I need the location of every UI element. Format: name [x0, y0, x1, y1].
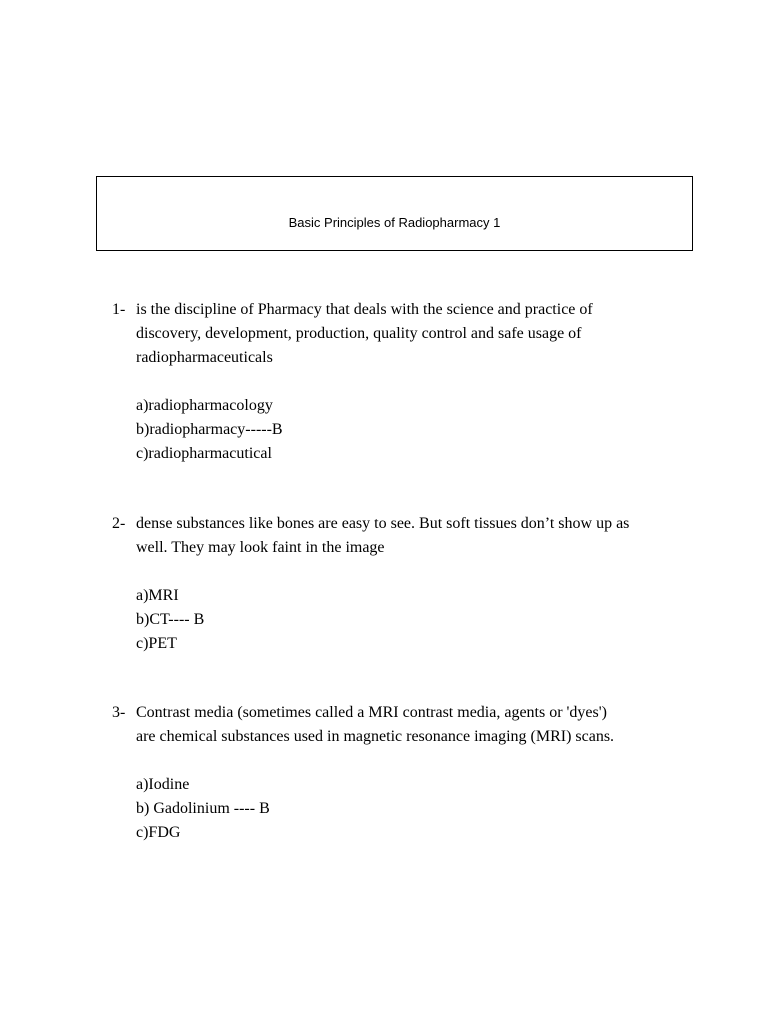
question-text: is the discipline of Pharmacy that deals with the science and practice of discovery, development, production, quality control and safe usage of radiopharmaceuticals: [136, 301, 593, 366]
answer-options: [136, 584, 712, 656]
answer-options: [136, 773, 712, 845]
answer-option-b: b)CT---- B: [136, 611, 205, 628]
answer-option-b: b) Gadolinium ---- B: [136, 800, 270, 817]
answer-option-b: b)radiopharmacy-----B: [136, 421, 283, 438]
answer-option-c: c)radiopharmacutical: [136, 445, 272, 462]
question-1: [112, 298, 712, 466]
question-number: 3-: [112, 704, 126, 721]
question-text: dense substances like bones are easy to see. But soft tissues don’t show up as well. They may look faint in the image: [136, 515, 630, 556]
page-title: Basic Principles of Radiopharmacy 1: [288, 215, 501, 230]
answer-option-a: a)MRI: [136, 587, 179, 604]
question-number: 2-: [112, 515, 126, 532]
answer-option-c: c)FDG: [136, 824, 181, 841]
question-text: Contrast media (sometimes called a MRI contrast media, agents or 'dyes') are chemical substances used in magnetic resonance imaging (MRI) scans.: [136, 704, 615, 745]
answer-options: [136, 394, 712, 466]
question-3: [112, 701, 712, 845]
question-number: 1-: [112, 301, 126, 318]
answer-option-a: a)radiopharmacology: [136, 397, 273, 414]
question-2: [112, 512, 712, 656]
answer-option-c: c)PET: [136, 635, 177, 652]
answer-option-a: a)Iodine: [136, 776, 190, 793]
title-box: [96, 176, 693, 251]
